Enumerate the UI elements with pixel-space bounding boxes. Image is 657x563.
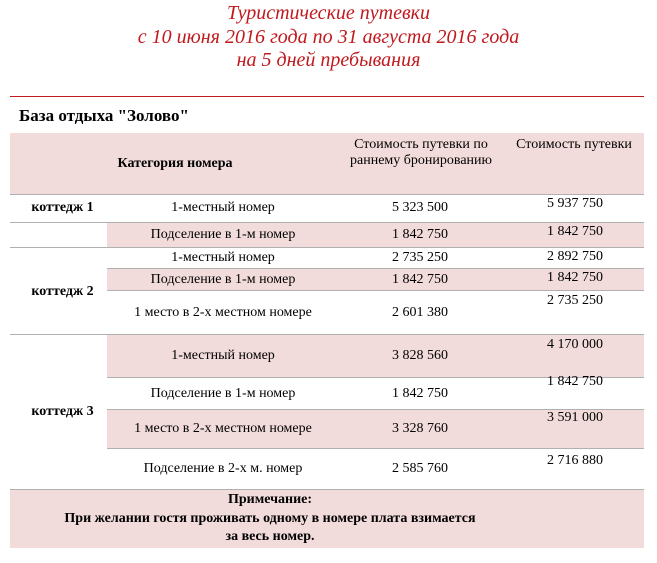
base-name: База отдыха "Золово" <box>19 106 189 125</box>
early-price: 1 842 750 <box>392 271 448 287</box>
title-divider <box>10 96 644 97</box>
room-type: Подселение в 1-м номер <box>150 227 296 242</box>
note-line-1: При желании гостя проживать одному в номере плата взимается <box>64 511 476 526</box>
early-price: 3 328 760 <box>392 421 448 436</box>
room-type: 1-местный номер <box>171 200 275 215</box>
room-type: 1 место в 2-х местном номере <box>134 421 312 436</box>
price: 5 937 750 <box>547 196 603 211</box>
price: 1 842 750 <box>547 224 603 239</box>
room-type: Подселение в 1-м номер <box>150 271 296 287</box>
price: 1 842 750 <box>547 374 603 389</box>
room-type: Подселение в 2-х м. номер <box>143 461 303 476</box>
price: 2 892 750 <box>547 249 603 264</box>
cottage-label: коттедж 1 <box>31 200 94 215</box>
row-divider <box>10 489 644 490</box>
room-type: Подселение в 1-м номер <box>150 385 296 401</box>
early-price: 1 842 750 <box>392 227 448 242</box>
price: 2 716 880 <box>547 453 603 468</box>
early-price: 5 323 500 <box>392 200 448 215</box>
early-price: 2 735 250 <box>392 250 448 265</box>
early-price: 2 601 380 <box>392 304 448 320</box>
note-title: Примечание: <box>227 492 313 507</box>
price: 1 842 750 <box>547 270 603 285</box>
note-line-2: за весь номер. <box>225 529 315 544</box>
early-price: 2 585 760 <box>392 461 448 476</box>
header-category: Категория номера <box>117 155 233 171</box>
title-line-2: с 10 июня 2016 года по 31 августа 2016 года <box>137 25 520 48</box>
price: 4 170 000 <box>547 337 603 352</box>
title-line-3: на 5 дней пребывания <box>236 49 421 71</box>
header-early-price: Стоимость путевки по раннему бронированию <box>350 137 492 168</box>
cottage-label: коттедж 3 <box>31 404 94 419</box>
document-title <box>0 2 657 73</box>
room-type: 1-местный номер <box>171 250 275 265</box>
header-price: Стоимость путевки <box>516 137 632 152</box>
price: 3 591 000 <box>547 410 603 425</box>
room-type: 1-местный номер <box>171 348 275 363</box>
early-price: 1 842 750 <box>392 385 448 401</box>
cottage-label: коттедж 2 <box>31 284 94 299</box>
early-price: 3 828 560 <box>392 348 448 363</box>
title-line-1: Туристические путевки <box>226 2 431 24</box>
room-type: 1 место в 2-х местном номере <box>134 304 312 320</box>
price: 2 735 250 <box>547 293 603 308</box>
